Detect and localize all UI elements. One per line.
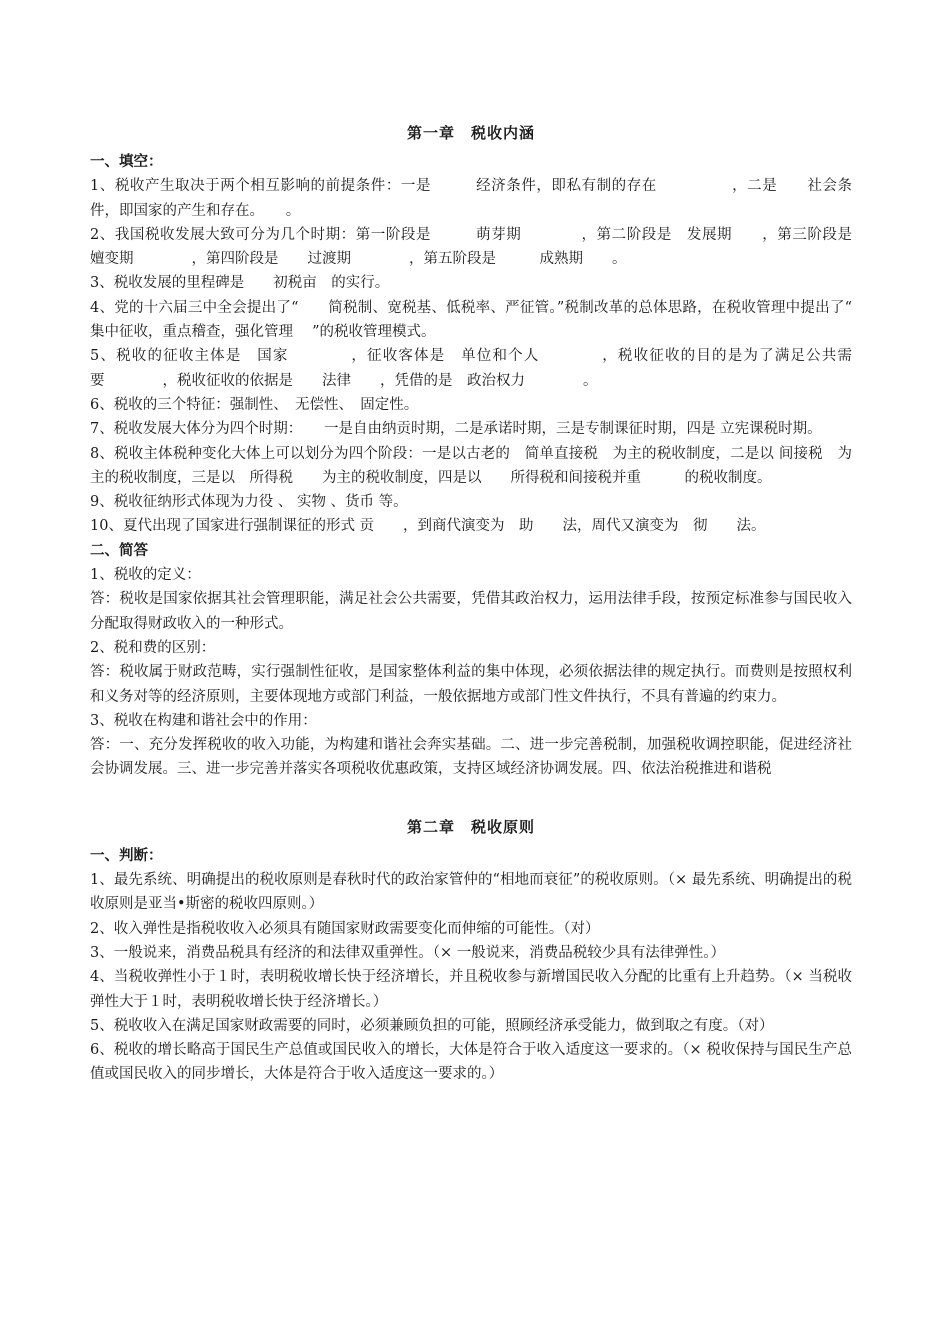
fill-item-8: 8、税收主体税种变化大体上可以划分为四个阶段：一是以古老的 简单直接税 为主的税收制度，二是以 间接税 为主的税收制度，三是以 所得税 为主的税收制度，四是以 所得税和间接税并重 的税收制度。 bbox=[90, 445, 852, 486]
fill-item-6: 6、税收的三个特征：强制性、 无偿性、 固定性。 bbox=[90, 396, 419, 413]
judge-item-6: 6、税收的增长略高于国民生产总值或国民收入的增长，大体是符合于收入适度这一要求的。（× 税收保持与国民生产总值或国民收入的同步增长，大体是符合于收入适度这一要求的。） bbox=[90, 1042, 852, 1083]
question-3: 3、税收在构建和谐社会中的作用： bbox=[90, 712, 317, 729]
chapter-2-title: 第二章 税收原则 bbox=[406, 817, 535, 836]
document-page bbox=[90, 118, 867, 1087]
fill-item-7: 7、税收发展大体分为四个时期： 一是自由纳贡时期，二是承诺时期，三是专制课征时期，四是 立宪课税时期。 bbox=[90, 421, 822, 438]
judge-item-1: 1、最先系统、明确提出的税收原则是春秋时代的政治家管仲的“相地而衰征”的税收原则。（× 最先系统、明确提出的税收原则是亚当•斯密的税收四原则。） bbox=[90, 872, 852, 913]
question-1: 1、税收的定义： bbox=[90, 567, 201, 584]
fill-item-10: 10、夏代出现了国家进行强制课征的形式 贡 ，到商代演变为 助 法，周代又演变为 彻 法。 bbox=[90, 518, 766, 535]
judge-item-2: 2、收入弹性是指税收收入必须具有随国家财政需要变化而伸缩的可能性。（对） bbox=[90, 920, 600, 937]
judge-item-5: 5、税收收入在满足国家财政需要的同时，必须兼顾负担的可能，照顾经济承受能力，做到取之有度。（对） bbox=[90, 1017, 774, 1034]
answer-2: 答：税收属于财政范畴，实行强制性征收，是国家整体利益的集中体现，必须依据法律的规定执行。而费则是按照权利和义务对等的经济原则，主要体现地方或部门利益，一般依据地方或部门性文件执行，不具有普遍的约束力。 bbox=[90, 664, 852, 705]
question-2: 2、税和费的区别： bbox=[90, 639, 216, 656]
judge-item-4: 4、当税收弹性小于１时，表明税收增长快于经济增长，并且税收参与新增国民收入分配的比重有上升趋势。（× 当税收弹性大于１时，表明税收增长快于经济增长。） bbox=[90, 969, 852, 1010]
fill-item-5: 5、税收的征收主体是 国家 ，征收客体是 单位和个人 ，税收征收的目的是为了满足公共需要 ，税收征收的依据是 法律 ，凭借的是 政治权力 。 bbox=[90, 348, 852, 389]
judge-item-3: 3、一般说来，消费品税具有经济的和法律双重弹性。（× 一般说来，消费品税较少具有法律弹性。） bbox=[90, 944, 725, 961]
fill-item-9: 9、税收征纳形式体现为力役 、 实物 、货币 等。 bbox=[90, 494, 408, 511]
answer-1: 答：税收是国家依据其社会管理职能，满足社会公共需要，凭借其政治权力，运用法律手段，按预定标准参与国民收入分配取得财政收入的一种形式。 bbox=[90, 591, 852, 632]
fill-item-2: 2、我国税收发展大致可分为几个时期：第一阶段是 萌芽期 ，第二阶段是 发展期 ，第三阶段是 嬗变期 ，第四阶段是 过渡期 ，第五阶段是 成熟期 。 bbox=[90, 226, 867, 268]
fill-item-4: 4、党的十六届三中全会提出了“ 简税制、宽税基、低税率、严征管。”税制改革的总体思路，在税收管理中提出了“ 集中征收，重点稽查，强化管理 ”的税收管理模式。 bbox=[90, 299, 852, 341]
fill-item-3: 3、税收发展的里程碑是 初税亩 的实行。 bbox=[90, 275, 390, 292]
chapter-1-title: 第一章 税收内涵 bbox=[406, 124, 535, 142]
section-judge-heading: 一、判断： bbox=[90, 847, 163, 864]
section-short-answer-heading: 二、简答 bbox=[90, 542, 148, 559]
section-fill-heading: 一、填空： bbox=[90, 154, 163, 170]
answer-3: 答：一、充分发挥税收的收入功能，为构建和谐社会奔实基础。二、进一步完善税制，加强税收调控职能，促进经济社会协调发展。三、进一步完善并落实各项税收优惠政策，支持区域经济协调发展。四、依法治税推进和谐税 bbox=[90, 737, 852, 778]
fill-item-1: 1、税收产生取决于两个相互影响的前提条件：一是 经济条件，即私有制的存在 ，二是 社会条件，即国家的产生和存在。 。 bbox=[90, 178, 852, 219]
